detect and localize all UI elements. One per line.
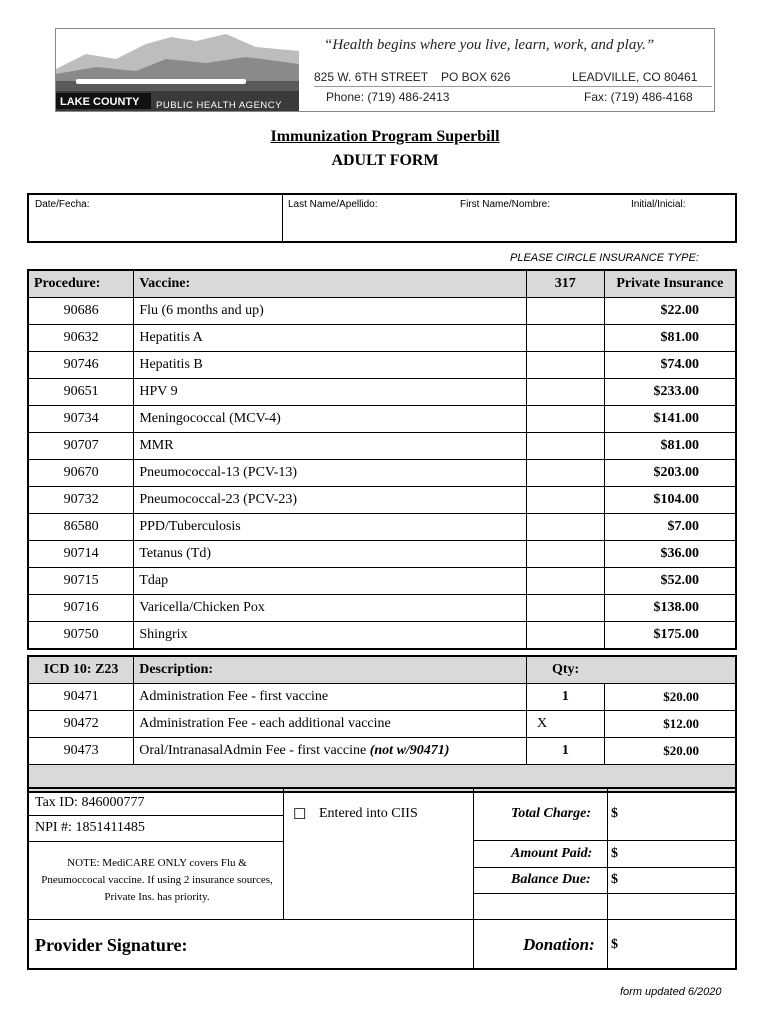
donation-dollar[interactable]: $	[611, 937, 618, 952]
admin-qty[interactable]: 1	[526, 684, 604, 711]
admin-qty[interactable]: 1	[526, 738, 604, 765]
vaccine-price: $104.00	[604, 487, 736, 514]
admin-price: $20.00	[604, 738, 736, 765]
vaccine-table	[27, 269, 737, 650]
vaccine-name: Tetanus (Td)	[134, 541, 527, 568]
vaccine-name: Varicella/Chicken Pox	[134, 595, 527, 622]
vaccine-name: Flu (6 months and up)	[134, 298, 527, 325]
vaccine-name: Pneumococcal-13 (PCV-13)	[134, 460, 527, 487]
vaccine-row	[28, 406, 736, 433]
header-vaccine: Vaccine:	[134, 270, 527, 298]
vaccine-name: Pneumococcal-23 (PCV-23)	[134, 487, 527, 514]
procedure-code: 90651	[28, 379, 134, 406]
vaccine-price: $81.00	[604, 433, 736, 460]
procedure-code: 90686	[28, 298, 134, 325]
header-divider	[314, 86, 712, 87]
admin-code: 90473	[28, 738, 134, 765]
vaccine-price: $233.00	[604, 379, 736, 406]
admin-desc-text: Administration Fee - first vaccine	[139, 689, 329, 704]
vaccine-name: Shingrix	[134, 622, 527, 650]
amount-paid-label: Amount Paid:	[511, 846, 593, 861]
vaccine-row	[28, 487, 736, 514]
admin-description	[134, 711, 527, 738]
vaccine-name: HPV 9	[134, 379, 527, 406]
last-name-label: Last Name/Apellido:	[288, 199, 378, 210]
vaccine-317-cell[interactable]	[526, 460, 604, 487]
vaccine-price: $175.00	[604, 622, 736, 650]
procedure-code: 90750	[28, 622, 134, 650]
po-box: PO BOX 626	[441, 70, 511, 84]
vaccine-name: Hepatitis A	[134, 325, 527, 352]
admin-description	[134, 684, 527, 711]
donation-label: Donation:	[523, 935, 595, 954]
vaccine-317-cell[interactable]	[526, 325, 604, 352]
footer-updated: form updated 6/2020	[620, 986, 722, 998]
date-label: Date/Fecha:	[35, 199, 90, 210]
insurance-note: PLEASE CIRCLE INSURANCE TYPE:	[510, 252, 699, 264]
vaccine-price: $141.00	[604, 406, 736, 433]
procedure-code: 90714	[28, 541, 134, 568]
admin-desc-emphasis: (not w/90471)	[369, 743, 450, 758]
balance-divider	[473, 893, 735, 894]
org-sub: PUBLIC HEALTH AGENCY	[156, 100, 282, 111]
medicare-note: NOTE: MediCARE ONLY covers Flu & Pneumoccocal vaccine. If using 2 insurance sources, Private Ins. has priority.	[41, 857, 273, 903]
tagline: “Health begins where you live, learn, work, and play.”	[324, 37, 655, 53]
vaccine-row	[28, 622, 736, 650]
vaccine-name: MMR	[134, 433, 527, 460]
vaccine-table-header	[28, 270, 736, 298]
col-divider-1	[283, 789, 284, 919]
page-subtitle: ADULT FORM	[331, 152, 439, 169]
ciis-label: Entered into CIIS	[319, 806, 418, 821]
admin-desc-text: Oral/IntranasalAdmin Fee - first vaccine	[139, 743, 370, 758]
procedure-code: 86580	[28, 514, 134, 541]
donation-divider	[473, 919, 735, 920]
patient-divider	[282, 195, 283, 241]
first-name-field[interactable]	[460, 215, 628, 239]
col-divider-3	[607, 789, 608, 970]
admin-code: 90471	[28, 684, 134, 711]
procedure-code: 90746	[28, 352, 134, 379]
vaccine-row	[28, 379, 736, 406]
admin-row	[28, 738, 736, 765]
paid-divider	[473, 867, 735, 868]
tax-id: Tax ID: 846000777	[35, 795, 145, 810]
first-name-label: First Name/Nombre:	[460, 199, 551, 210]
vaccine-row	[28, 595, 736, 622]
vaccine-317-cell[interactable]	[526, 514, 604, 541]
initial-label: Initial/Inicial:	[631, 199, 686, 210]
vaccine-317-cell[interactable]	[526, 352, 604, 379]
vaccine-price: $203.00	[604, 460, 736, 487]
mountain-logo	[56, 29, 299, 111]
header-qty: Qty:	[526, 656, 604, 684]
balance-due-label: Balance Due:	[511, 872, 591, 887]
admin-row	[28, 711, 736, 738]
vaccine-317-cell[interactable]	[526, 379, 604, 406]
page-title: Immunization Program Superbill	[270, 128, 500, 145]
vaccine-row	[28, 325, 736, 352]
vaccine-317-cell[interactable]	[526, 487, 604, 514]
vaccine-price: $81.00	[604, 325, 736, 352]
vaccine-name: Tdap	[134, 568, 527, 595]
tax-divider	[29, 815, 283, 816]
npi: NPI #: 1851411485	[35, 820, 145, 835]
admin-desc-text: Administration Fee - each additional vaccine	[139, 716, 391, 731]
header-procedure: Procedure:	[28, 270, 134, 298]
balance-due-dollar[interactable]: $	[611, 872, 618, 887]
vaccine-price: $22.00	[604, 298, 736, 325]
vaccine-price: $52.00	[604, 568, 736, 595]
vaccine-row	[28, 433, 736, 460]
vaccine-317-cell[interactable]	[526, 433, 604, 460]
vaccine-row	[28, 298, 736, 325]
admin-row	[28, 684, 736, 711]
vaccine-317-cell[interactable]	[526, 406, 604, 433]
header-icd10: ICD 10: Z23	[28, 656, 134, 684]
letterhead	[55, 28, 715, 112]
vaccine-317-cell[interactable]	[526, 298, 604, 325]
admin-code: 90472	[28, 711, 134, 738]
procedure-code: 90632	[28, 325, 134, 352]
procedure-code: 90707	[28, 433, 134, 460]
address: 825 W. 6TH STREET	[314, 70, 429, 84]
procedure-code: 90670	[28, 460, 134, 487]
vaccine-317-cell[interactable]	[526, 541, 604, 568]
total-charge-dollar[interactable]: $	[611, 806, 618, 821]
vaccine-317-cell[interactable]	[526, 622, 604, 650]
header-blank	[604, 656, 736, 684]
header-private-insurance[interactable]: Private Insurance	[604, 270, 736, 298]
header-317[interactable]: 317	[526, 270, 604, 298]
header-description: Description:	[134, 656, 527, 684]
admin-fee-table	[27, 655, 737, 793]
last-name-field[interactable]	[288, 215, 456, 239]
col-divider-2	[473, 789, 474, 970]
ciis-checkbox[interactable]: ☐	[293, 807, 307, 823]
vaccine-name: Meningococcal (MCV-4)	[134, 406, 527, 433]
vaccine-name: Hepatitis B	[134, 352, 527, 379]
org-name: LAKE COUNTY	[60, 96, 140, 108]
fax: Fax: (719) 486-4168	[584, 90, 693, 104]
billing-summary	[27, 787, 737, 970]
vaccine-price: $7.00	[604, 514, 736, 541]
provider-signature-label: Provider Signature:	[35, 935, 188, 955]
patient-info-box	[27, 193, 737, 243]
admin-qty[interactable]: X	[526, 711, 604, 738]
procedure-code: 90716	[28, 595, 134, 622]
vaccine-price: $74.00	[604, 352, 736, 379]
total-divider	[473, 840, 735, 841]
vaccine-price: $36.00	[604, 541, 736, 568]
procedure-code: 90715	[28, 568, 134, 595]
npi-divider	[29, 841, 283, 842]
procedure-code: 90732	[28, 487, 134, 514]
vaccine-317-cell[interactable]	[526, 595, 604, 622]
vaccine-row	[28, 541, 736, 568]
admin-price: $12.00	[604, 711, 736, 738]
date-field[interactable]	[35, 215, 279, 239]
vaccine-row	[28, 352, 736, 379]
admin-table-header	[28, 656, 736, 684]
city: LEADVILLE, CO 80461	[572, 70, 698, 84]
provider-signature-field[interactable]	[229, 929, 465, 963]
admin-description	[134, 738, 527, 765]
vaccine-317-cell[interactable]	[526, 568, 604, 595]
phone: Phone: (719) 486-2413	[326, 90, 450, 104]
admin-price: $20.00	[604, 684, 736, 711]
total-charge-label: Total Charge:	[511, 806, 591, 821]
procedure-code: 90734	[28, 406, 134, 433]
vaccine-row	[28, 460, 736, 487]
vaccine-price: $138.00	[604, 595, 736, 622]
initial-field[interactable]	[631, 215, 731, 239]
vaccine-row	[28, 514, 736, 541]
signature-divider	[29, 919, 473, 920]
vaccine-row	[28, 568, 736, 595]
amount-paid-dollar[interactable]: $	[611, 846, 618, 861]
vaccine-name: PPD/Tuberculosis	[134, 514, 527, 541]
